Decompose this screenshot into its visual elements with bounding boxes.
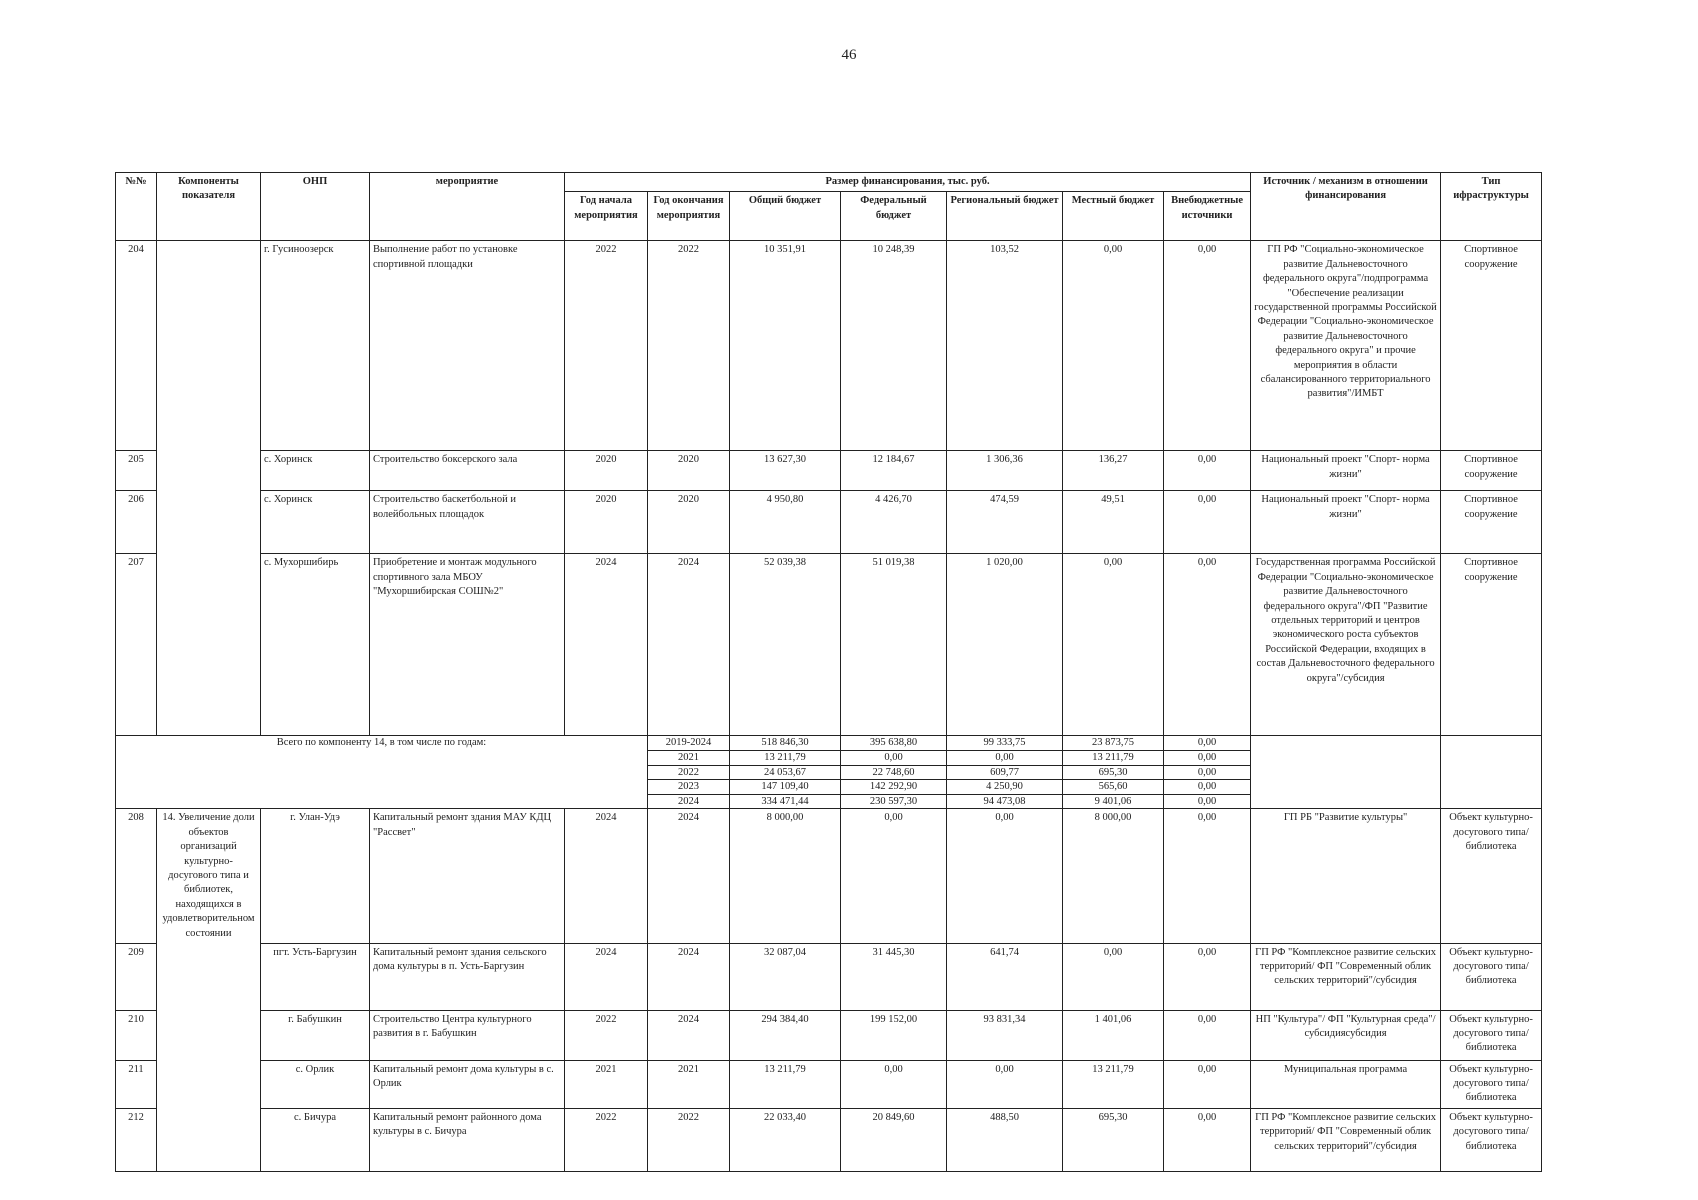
row-event: Капитальный ремонт дома культуры в с. Орлик	[370, 1060, 565, 1108]
row-onp: г. Улан-Удэ	[261, 809, 370, 943]
row-local: 8 000,00	[1063, 809, 1164, 943]
row-year-end: 2021	[648, 1060, 730, 1108]
row-regional: 0,00	[947, 809, 1063, 943]
summary-local: 23 873,75	[1063, 736, 1164, 751]
row-federal: 10 248,39	[841, 241, 947, 451]
summary-local: 695,30	[1063, 765, 1164, 780]
row-year-end: 2024	[648, 1010, 730, 1060]
row-local: 695,30	[1063, 1108, 1164, 1171]
row-local: 0,00	[1063, 241, 1164, 451]
row-infra: Объект культурно-досугового типа/библиотека	[1441, 943, 1542, 1010]
row-year-start: 2024	[565, 943, 648, 1010]
row-infra: Объект культурно-досугового типа/библиотека	[1441, 1010, 1542, 1060]
row-regional: 103,52	[947, 241, 1063, 451]
table-row	[116, 554, 1542, 736]
header-component: Компоненты показателя	[157, 173, 261, 241]
summary-regional: 4 250,90	[947, 780, 1063, 795]
row-extra: 0,00	[1164, 451, 1251, 491]
table-row	[116, 1108, 1542, 1171]
table-row	[116, 241, 1542, 451]
row-federal: 20 849,60	[841, 1108, 947, 1171]
row-year-start: 2024	[565, 554, 648, 736]
table-row	[116, 809, 1542, 943]
row-year-start: 2022	[565, 1108, 648, 1171]
row-total: 10 351,91	[730, 241, 841, 451]
row-infra: Спортивное сооружение	[1441, 451, 1542, 491]
row-regional: 0,00	[947, 1060, 1063, 1108]
row-year-start: 2022	[565, 1010, 648, 1060]
row-regional: 474,59	[947, 491, 1063, 554]
summary-total: 147 109,40	[730, 780, 841, 795]
summary-regional: 99 333,75	[947, 736, 1063, 751]
summary-local: 565,60	[1063, 780, 1164, 795]
row-local: 13 211,79	[1063, 1060, 1164, 1108]
summary-regional: 0,00	[947, 751, 1063, 766]
row-source: Государственная программа Российской Федерации "Социально-экономическое развитие Дальневосточного федерального округа"/ФП "Развитие отдельных территорий и центров экономического роста субъектов Российской Федерации, входящих в состав Дальневосточного федерального округа"/субсидия	[1251, 554, 1441, 736]
row-local: 136,27	[1063, 451, 1164, 491]
header-row-1	[116, 173, 1542, 192]
row-num: 206	[116, 491, 157, 554]
row-year-end: 2022	[648, 1108, 730, 1171]
row-regional: 1 020,00	[947, 554, 1063, 736]
summary-label: Всего по компоненту 14, в том числе по годам:	[116, 736, 648, 809]
row-extra: 0,00	[1164, 1010, 1251, 1060]
row-infra: Спортивное сооружение	[1441, 554, 1542, 736]
page-number: 46	[841, 47, 857, 63]
row-source: НП "Культура"/ ФП "Культурная среда"/субсидиясубсидия	[1251, 1010, 1441, 1060]
row-source: ГП РБ "Развитие культуры"	[1251, 809, 1441, 943]
row-local: 0,00	[1063, 943, 1164, 1010]
row-onp: с. Бичура	[261, 1108, 370, 1171]
row-infra: Объект культурно-досугового типа/библиотека	[1441, 1060, 1542, 1108]
table-row	[116, 491, 1542, 554]
header-total: Общий бюджет	[730, 192, 841, 241]
component-15-label: 14. Увеличение доли объектов организаций культурно-досугового типа и библиотек, находящихся в удовлетворительном состоянии	[157, 809, 261, 943]
row-year-end: 2022	[648, 241, 730, 451]
component-cell	[157, 241, 261, 736]
table-row	[116, 1010, 1542, 1060]
row-federal: 0,00	[841, 1060, 947, 1108]
summary-year: 2022	[648, 765, 730, 780]
row-year-start: 2020	[565, 491, 648, 554]
row-source: ГП РФ "Социально-экономическое развитие Дальневосточного федерального округа"/подпрограмма "Обеспечение реализации государственной программы Российской Федерации "Социально-экономическое развитие Дальневосточного федерального округа" и прочие мероприятия в области сбалансированного территориального развития"/ИМБТ	[1251, 241, 1441, 451]
row-extra: 0,00	[1164, 241, 1251, 451]
row-year-end: 2020	[648, 451, 730, 491]
row-num: 207	[116, 554, 157, 736]
summary-extra: 0,00	[1164, 736, 1251, 751]
row-total: 294 384,40	[730, 1010, 841, 1060]
header-onp: ОНП	[261, 173, 370, 241]
row-event: Приобретение и монтаж модульного спортивного зала МБОУ "Мухоршибирская СОШ№2"	[370, 554, 565, 736]
header-local: Местный бюджет	[1063, 192, 1164, 241]
row-total: 22 033,40	[730, 1108, 841, 1171]
row-extra: 0,00	[1164, 809, 1251, 943]
summary-regional: 609,77	[947, 765, 1063, 780]
row-onp: с. Хоринск	[261, 491, 370, 554]
row-total: 52 039,38	[730, 554, 841, 736]
header-extra: Внебюджетные источники	[1164, 192, 1251, 241]
summary-federal: 395 638,80	[841, 736, 947, 751]
summary-extra: 0,00	[1164, 794, 1251, 809]
summary-extra: 0,00	[1164, 765, 1251, 780]
row-onp: г. Бабушкин	[261, 1010, 370, 1060]
row-federal: 12 184,67	[841, 451, 947, 491]
row-event: Строительство баскетбольной и волейбольных площадок	[370, 491, 565, 554]
row-event: Строительство Центра культурного развития в г. Бабушкин	[370, 1010, 565, 1060]
row-onp: г. Гусиноозерск	[261, 241, 370, 451]
header-funding-group: Размер финансирования, тыс. руб.	[565, 173, 1251, 192]
row-source: Национальный проект "Спорт- норма жизни"	[1251, 451, 1441, 491]
summary-year: 2019-2024	[648, 736, 730, 751]
table-row	[116, 943, 1542, 1010]
row-federal: 31 445,30	[841, 943, 947, 1010]
row-extra: 0,00	[1164, 943, 1251, 1010]
row-num: 204	[116, 241, 157, 451]
summary-total: 518 846,30	[730, 736, 841, 751]
summary-federal: 22 748,60	[841, 765, 947, 780]
row-federal: 4 426,70	[841, 491, 947, 554]
table-row	[116, 1060, 1542, 1108]
table-row	[116, 451, 1542, 491]
row-total: 8 000,00	[730, 809, 841, 943]
row-source: Национальный проект "Спорт- норма жизни"	[1251, 491, 1441, 554]
row-onp: с. Хоринск	[261, 451, 370, 491]
row-regional: 93 831,34	[947, 1010, 1063, 1060]
row-onp: пгт. Усть-Баргузин	[261, 943, 370, 1010]
row-source: ГП РФ "Комплексное развитие сельских территорий/ ФП "Современный облик сельских территорий"/субсидия	[1251, 1108, 1441, 1171]
row-year-start: 2021	[565, 1060, 648, 1108]
row-federal: 0,00	[841, 809, 947, 943]
summary-federal: 0,00	[841, 751, 947, 766]
row-extra: 0,00	[1164, 491, 1251, 554]
row-extra: 0,00	[1164, 1108, 1251, 1171]
row-local: 0,00	[1063, 554, 1164, 736]
row-year-end: 2024	[648, 554, 730, 736]
row-infra: Спортивное сооружение	[1441, 491, 1542, 554]
funding-table	[115, 172, 1542, 1172]
row-infra: Объект культурно-досугового типа/библиотека	[1441, 1108, 1542, 1171]
row-federal: 51 019,38	[841, 554, 947, 736]
row-num: 210	[116, 1010, 157, 1060]
summary-federal: 142 292,90	[841, 780, 947, 795]
row-year-end: 2020	[648, 491, 730, 554]
row-onp: с. Орлик	[261, 1060, 370, 1108]
row-num: 212	[116, 1108, 157, 1171]
row-num: 205	[116, 451, 157, 491]
summary-local: 9 401,06	[1063, 794, 1164, 809]
summary-source-empty	[1251, 736, 1441, 809]
row-extra: 0,00	[1164, 1060, 1251, 1108]
row-num: 208	[116, 809, 157, 943]
header-year-start: Год начала мероприятия	[565, 192, 648, 241]
row-source: Муниципальная программа	[1251, 1060, 1441, 1108]
row-infra: Объект культурно-досугового типа/библиотека	[1441, 809, 1542, 943]
component-15-cell	[157, 943, 261, 1171]
row-local: 1 401,06	[1063, 1010, 1164, 1060]
row-num: 211	[116, 1060, 157, 1108]
row-year-start: 2022	[565, 241, 648, 451]
summary-total: 24 053,67	[730, 765, 841, 780]
row-year-end: 2024	[648, 943, 730, 1010]
row-total: 4 950,80	[730, 491, 841, 554]
summary-federal: 230 597,30	[841, 794, 947, 809]
row-event: Капитальный ремонт районного дома культуры в с. Бичура	[370, 1108, 565, 1171]
header-num: №№	[116, 173, 157, 241]
summary-regional: 94 473,08	[947, 794, 1063, 809]
row-extra: 0,00	[1164, 554, 1251, 736]
row-regional: 641,74	[947, 943, 1063, 1010]
summary-row	[116, 736, 1542, 751]
header-regional: Региональный бюджет	[947, 192, 1063, 241]
summary-total: 334 471,44	[730, 794, 841, 809]
summary-local: 13 211,79	[1063, 751, 1164, 766]
row-event: Выполнение работ по установке спортивной площадки	[370, 241, 565, 451]
header-source: Источник / механизм в отношении финансирования	[1251, 173, 1441, 241]
header-infra: Тип ифраструктуры	[1441, 173, 1542, 241]
header-federal: Федеральный бюджет	[841, 192, 947, 241]
row-event: Капитальный ремонт здания МАУ КДЦ "Рассвет"	[370, 809, 565, 943]
summary-infra-empty	[1441, 736, 1542, 809]
row-year-start: 2020	[565, 451, 648, 491]
header-event: мероприятие	[370, 173, 565, 241]
row-total: 13 627,30	[730, 451, 841, 491]
row-event: Капитальный ремонт здания сельского дома культуры в п. Усть-Баргузин	[370, 943, 565, 1010]
row-infra: Спортивное сооружение	[1441, 241, 1542, 451]
row-num: 209	[116, 943, 157, 1010]
row-onp: с. Мухоршибирь	[261, 554, 370, 736]
row-year-end: 2024	[648, 809, 730, 943]
row-regional: 1 306,36	[947, 451, 1063, 491]
summary-year: 2023	[648, 780, 730, 795]
header-year-end: Год окончания мероприятия	[648, 192, 730, 241]
summary-year: 2021	[648, 751, 730, 766]
summary-extra: 0,00	[1164, 751, 1251, 766]
row-total: 32 087,04	[730, 943, 841, 1010]
row-total: 13 211,79	[730, 1060, 841, 1108]
summary-total: 13 211,79	[730, 751, 841, 766]
row-year-start: 2024	[565, 809, 648, 943]
summary-year: 2024	[648, 794, 730, 809]
row-local: 49,51	[1063, 491, 1164, 554]
row-federal: 199 152,00	[841, 1010, 947, 1060]
summary-extra: 0,00	[1164, 780, 1251, 795]
row-source: ГП РФ "Комплексное развитие сельских территорий/ ФП "Современный облик сельских территорий"/субсидия	[1251, 943, 1441, 1010]
row-regional: 488,50	[947, 1108, 1063, 1171]
row-event: Строительство боксерского зала	[370, 451, 565, 491]
